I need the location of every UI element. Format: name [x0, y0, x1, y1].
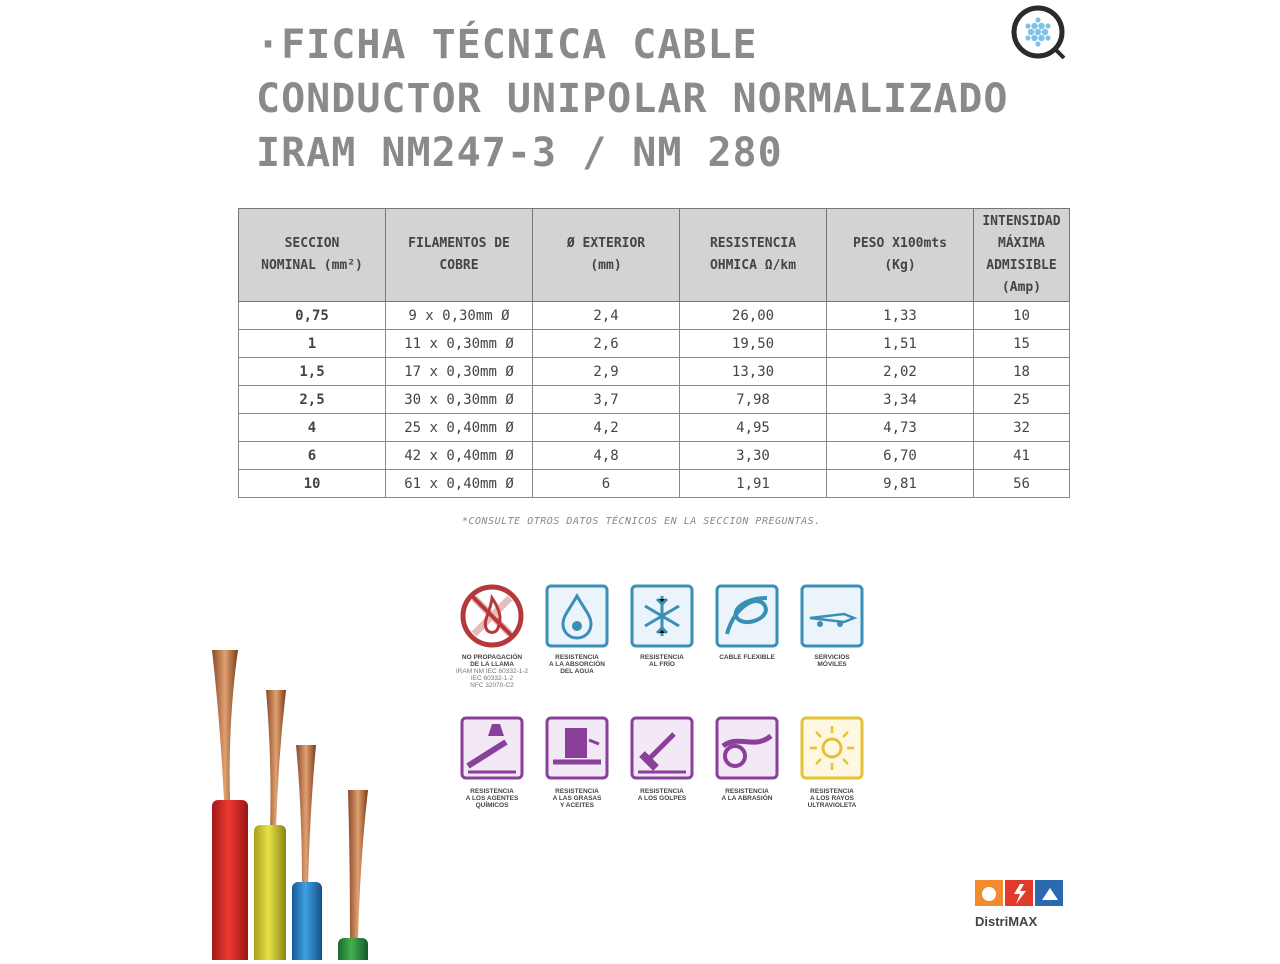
table-cell: 0,75: [239, 302, 386, 330]
water-drop-icon: [545, 584, 609, 648]
table-cell: 17 x 0,30mm Ø: [386, 358, 533, 386]
table-cell: 4: [239, 414, 386, 442]
table-cell: 10: [239, 470, 386, 498]
no-flame-icon: [460, 584, 524, 648]
table-cell: 2,5: [239, 386, 386, 414]
table-cell: 19,50: [680, 330, 827, 358]
table-cell: 1,51: [827, 330, 974, 358]
table-cell: 9 x 0,30mm Ø: [386, 302, 533, 330]
table-row: [239, 414, 1070, 442]
table-header-row: [239, 209, 1070, 302]
footnote: *CONSULTE OTROS DATOS TÉCNICOS EN LA SECCION PREGUNTAS.: [462, 516, 821, 527]
snowflake-icon: [630, 584, 694, 648]
table-cell: 4,8: [533, 442, 680, 470]
icon-caption: NO PROPAGACIÓN DE LA LLAMA IRAM NM IEC 60332-1-2 IEC 60332-1-2 NFC 32070-C2: [455, 654, 529, 689]
header-seccion: SECCION NOMINAL (mm²): [239, 209, 386, 302]
icon-caption: RESISTENCIA AL FRÍO: [640, 654, 684, 668]
table-cell: 32: [974, 414, 1070, 442]
table-row: [239, 302, 1070, 330]
table-cell: 1,33: [827, 302, 974, 330]
icon-caption: RESISTENCIA A LAS GRASAS Y ACEITES: [552, 788, 602, 809]
table-cell: 4,2: [533, 414, 680, 442]
table-cell: 6: [239, 442, 386, 470]
icon-caption: RESISTENCIA A LOS RAYOS ULTRAVIOLETA: [807, 788, 857, 809]
table-row: [239, 358, 1070, 386]
table-cell: 9,81: [827, 470, 974, 498]
table-cell: 25: [974, 386, 1070, 414]
table-cell: 56: [974, 470, 1070, 498]
header-resistencia: RESISTENCIA OHMICA Ω/km: [680, 209, 827, 302]
table-cell: 3,30: [680, 442, 827, 470]
abrasion-icon: [715, 716, 779, 780]
icon-caption: SERVICIOS MÓVILES: [814, 654, 850, 668]
table-cell: 4,73: [827, 414, 974, 442]
table-cell: 2,9: [533, 358, 680, 386]
table-cell: 6,70: [827, 442, 974, 470]
table-cell: 61 x 0,40mm Ø: [386, 470, 533, 498]
icon-caption: CABLE FLEXIBLE: [719, 654, 775, 661]
table-cell: 1,5: [239, 358, 386, 386]
header-exterior: Ø EXTERIOR (mm): [533, 209, 680, 302]
header-peso: PESO X100mts (Kg): [827, 209, 974, 302]
page-title: [256, 18, 1036, 180]
table-row: [239, 386, 1070, 414]
icon-caption: RESISTENCIA A LA ABRASIÓN: [721, 788, 773, 802]
flexible-cable-icon: [715, 584, 779, 648]
icon-caption: RESISTENCIA A LOS AGENTES QUÍMICOS: [465, 788, 519, 809]
table-cell: 2,6: [533, 330, 680, 358]
table-cell: 10: [974, 302, 1070, 330]
table-cell: 13,30: [680, 358, 827, 386]
hammer-icon: [630, 716, 694, 780]
brand-name: DistriMAX: [975, 914, 1038, 929]
table-cell: 2,02: [827, 358, 974, 386]
header-filamentos: FILAMENTOS DE COBRE: [386, 209, 533, 302]
title-line-3: IRAM NM247-3 / NM 280: [256, 130, 783, 176]
table-cell: 30 x 0,30mm Ø: [386, 386, 533, 414]
header-intensidad: INTENSIDAD MÁXIMA ADMISIBLE (Amp): [974, 209, 1070, 302]
table-cell: 7,98: [680, 386, 827, 414]
table-cell: 11 x 0,30mm Ø: [386, 330, 533, 358]
table-cell: 41: [974, 442, 1070, 470]
table-cell: 1: [239, 330, 386, 358]
spec-table: [238, 208, 1070, 498]
title-line-2: CONDUCTOR UNIPOLAR NORMALIZADO: [256, 76, 1009, 122]
title-line-1: ·FICHA TÉCNICA CABLE: [256, 22, 758, 68]
mobile-services-icon: [800, 584, 864, 648]
wires-illustration: [190, 620, 420, 960]
table-cell: 3,7: [533, 386, 680, 414]
cable-logo-icon: [1006, 2, 1070, 62]
table-cell: 15: [974, 330, 1070, 358]
table-cell: 2,4: [533, 302, 680, 330]
icon-caption: RESISTENCIA A LOS GOLPES: [637, 788, 687, 802]
table-cell: 18: [974, 358, 1070, 386]
table-cell: 1,91: [680, 470, 827, 498]
table-row: [239, 330, 1070, 358]
sun-icon: [800, 716, 864, 780]
chemical-agents-icon: [460, 716, 524, 780]
table-cell: 4,95: [680, 414, 827, 442]
table-cell: 6: [533, 470, 680, 498]
table-row: [239, 470, 1070, 498]
table-cell: 42 x 0,40mm Ø: [386, 442, 533, 470]
icon-caption: RESISTENCIA A LA ABSORCIÓN DEL AGUA: [549, 654, 605, 675]
table-cell: 3,34: [827, 386, 974, 414]
table-cell: 25 x 0,40mm Ø: [386, 414, 533, 442]
table-row: [239, 442, 1070, 470]
grease-icon: [545, 716, 609, 780]
table-cell: 26,00: [680, 302, 827, 330]
